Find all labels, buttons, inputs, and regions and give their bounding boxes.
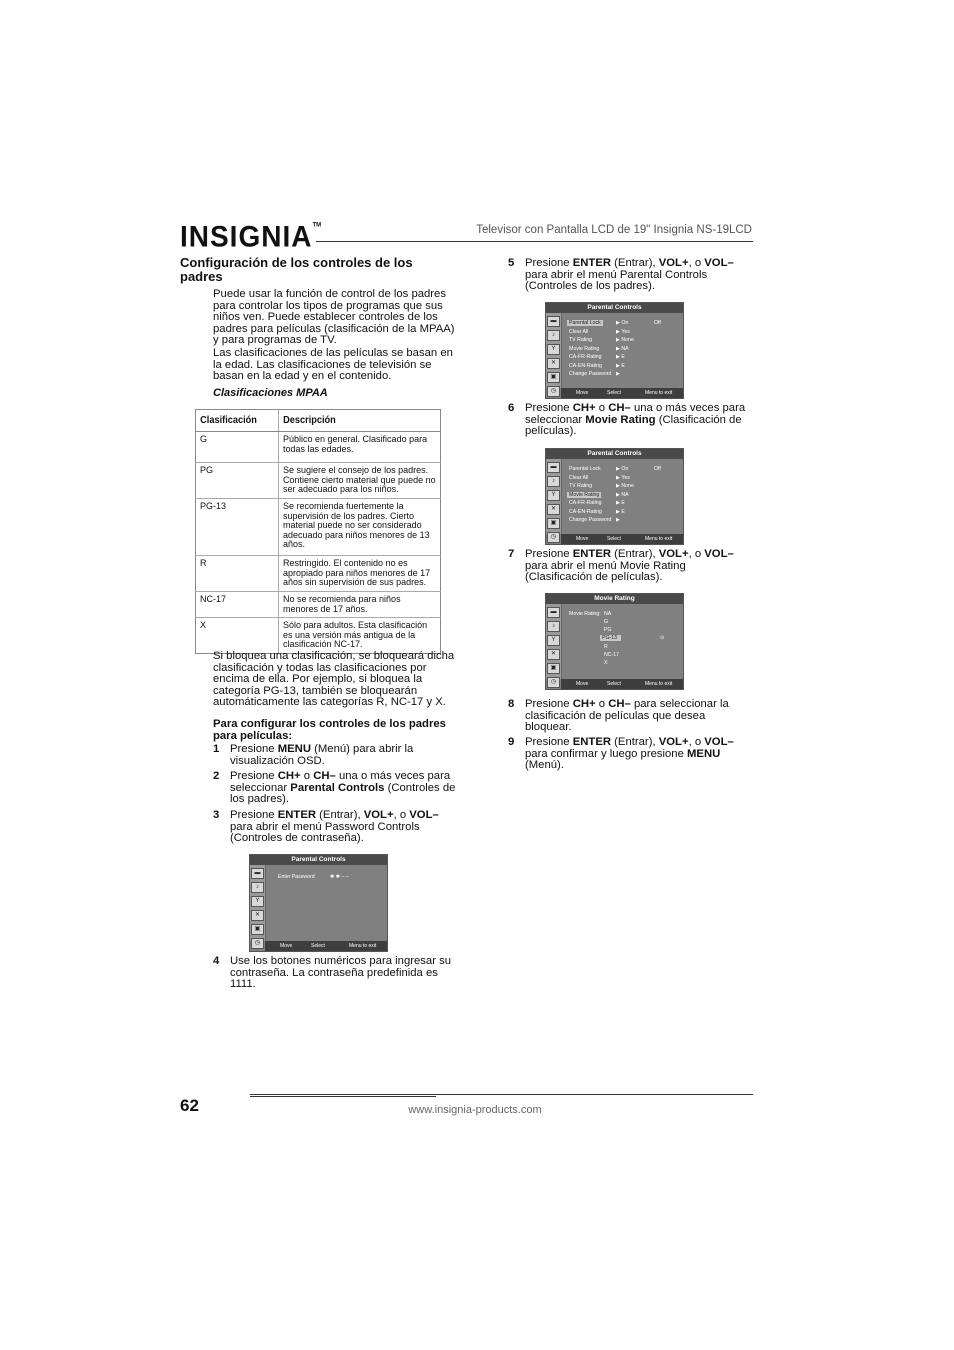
osd-help-bar [561, 388, 683, 398]
value-clear-all: ▶ Yes [616, 475, 630, 481]
clock-icon: ◷ [251, 938, 264, 949]
menu-item-ca-en-rating: CA-EN-Rating [569, 363, 602, 369]
antenna-icon: Y [547, 490, 560, 501]
header-rule [316, 241, 753, 242]
table-row [196, 618, 441, 654]
rating-code: PG [196, 463, 279, 499]
menu-item-change-password: Change Password [569, 371, 612, 377]
lock-icon: ▣ [547, 663, 560, 674]
menu-item-clear-all: Clear All [569, 329, 589, 335]
footer-url: www.insignia-products.com [408, 1104, 542, 1116]
setup-icon: ✕ [251, 910, 264, 921]
osd-help-bar [561, 679, 683, 689]
menu-item-ca-en-rating: CA-EN-Rating [569, 509, 602, 515]
select-hint: Select [311, 943, 325, 949]
intro-paragraph-2: Las clasificaciones de las películas se basan en la edad. Las clasificaciones de televisión se basan en la edad y en el contenido. [213, 347, 453, 383]
header-classification: Clasificación [196, 410, 272, 432]
osd-sidebar [546, 604, 562, 685]
option-r: R [604, 644, 608, 650]
insignia-logo: INSIGNIA™ [180, 220, 322, 253]
osd-parental-screen-1 [545, 302, 684, 399]
picture-icon: ▬ [547, 462, 560, 473]
mpaa-ratings-table [195, 409, 441, 654]
section-heading: Configuración de los controles de los padres [180, 255, 413, 284]
lock-icon: ▣ [547, 518, 560, 529]
password-label: Enter Password [278, 874, 315, 880]
audio-icon: ♪ [547, 330, 560, 341]
blocking-note: Si bloquea una clasificación, se bloqueará dicha clasificación y todas las clasificaciones por encima de ella. Por ejemplo, si bloquea la categoría PG-13, también se bloquearán automáticamente las categorías R, NC-17 y X. [213, 650, 455, 709]
procedure-heading: Para configurar los controles de los padres para películas: [213, 718, 446, 742]
value-ca-fr-rating: ▶ E [616, 354, 625, 360]
option-pg: PG [604, 627, 612, 633]
picture-icon: ▬ [547, 607, 560, 618]
header-title: Televisor con Pantalla LCD de 19" Insignia NS-19LCD [476, 224, 752, 236]
osd-sidebar [546, 459, 562, 540]
menu-item-tv-rating: TV Rating [569, 337, 593, 343]
footer-rule-accent [250, 1096, 436, 1097]
rating-code: G [196, 432, 279, 463]
table-header-row [196, 410, 441, 432]
option-x: X [604, 660, 608, 666]
exit-hint: Menu to exit [645, 536, 673, 542]
rating-description: Restringido. El contenido no es apropiado para niños menores de 17 años sin supervisión de sus padres. [279, 556, 441, 592]
move-hint: Move [576, 681, 589, 687]
table-row [196, 592, 441, 618]
page-number: 62 [180, 1096, 199, 1115]
osd-help-bar [265, 941, 387, 951]
value-parental-lock: ▶ On [616, 320, 629, 326]
value-tv-rating: ▶ None [616, 483, 634, 489]
audio-icon: ♪ [547, 476, 560, 487]
move-hint: Move [576, 536, 589, 542]
menu-item-parental-lock: Parental Lock [569, 466, 601, 472]
option-off: Off [654, 320, 661, 326]
value-clear-all: ▶ Yes [616, 329, 630, 335]
rating-description: Público en general. Clasificado para todas las edades. [279, 432, 441, 463]
table-row [196, 556, 441, 592]
picture-icon: ▬ [547, 316, 560, 327]
antenna-icon: Y [547, 635, 560, 646]
table-row [196, 499, 441, 556]
exit-hint: Menu to exit [645, 681, 673, 687]
menu-item-tv-rating: TV Rating [569, 483, 593, 489]
osd-title: Movie Rating [546, 594, 683, 604]
osd-password-screen [249, 854, 388, 952]
osd-parental-screen-2 [545, 448, 684, 545]
movie-rating-label: Movie Rating: [569, 611, 601, 617]
option-g: G [604, 619, 609, 625]
menu-item-clear-all: Clear All [569, 475, 589, 481]
lock-indicator-icon: ⊙ [660, 635, 665, 641]
clock-icon: ◷ [547, 532, 560, 543]
move-hint: Move [280, 943, 293, 949]
value-ca-en-rating: ▶ E [616, 509, 625, 515]
rating-code: NC-17 [196, 592, 279, 618]
audio-icon: ♪ [547, 621, 560, 632]
clock-icon: ◷ [547, 677, 560, 688]
exit-hint: Menu to exit [645, 390, 673, 396]
value-movie-rating: ▶ NA [616, 346, 629, 352]
osd-help-bar [561, 534, 683, 544]
antenna-icon: Y [251, 896, 264, 907]
value-tv-rating: ▶ None [616, 337, 634, 343]
option-pg-13: PG-13 [600, 635, 621, 641]
rating-description: Se sugiere el consejo de los padres. Contiene cierto material que puede no ser adecuado para los niños. [279, 463, 441, 499]
menu-item-ca-fr-rating: CA-FR-Rating [569, 354, 602, 360]
rating-code: PG-13 [196, 499, 279, 556]
menu-item-change-password: Change Password [569, 517, 612, 523]
lock-icon: ▣ [547, 372, 560, 383]
table-row [196, 432, 441, 463]
select-hint: Select [607, 681, 621, 687]
option-na: NA [604, 611, 612, 617]
osd-movie-rating-screen [545, 593, 684, 690]
osd-title: Parental Controls [250, 855, 387, 865]
header-description: Descripción [279, 410, 428, 432]
menu-item-parental-lock: Parental Lock [569, 320, 601, 326]
select-hint: Select [607, 536, 621, 542]
antenna-icon: Y [547, 344, 560, 355]
table-caption: Clasificaciones MPAA [213, 387, 328, 399]
setup-icon: ✕ [547, 358, 560, 369]
value-movie-rating: ▶ NA [616, 492, 629, 498]
value-change-password: ▶ [616, 517, 620, 523]
rating-code: R [196, 556, 279, 592]
value-change-password: ▶ [616, 371, 620, 377]
table-row [196, 463, 441, 499]
rating-description: Se recomienda fuertemente la supervisión de los padres. Cierto material puede no ser considerado adecuado para niños menores de 13 años. [279, 499, 441, 556]
rating-description: Sólo para adultos. Esta clasificación es una versión más antigua de la clasificación NC-17. [279, 618, 441, 654]
picture-icon: ▬ [251, 868, 264, 879]
osd-sidebar [546, 313, 562, 394]
value-ca-fr-rating: ▶ E [616, 500, 625, 506]
setup-icon: ✕ [547, 649, 560, 660]
rating-code: X [196, 618, 279, 654]
setup-icon: ✕ [547, 504, 560, 515]
password-field: ✱ ✱ – – [330, 874, 349, 880]
value-parental-lock: ▶ On [616, 466, 629, 472]
menu-item-ca-fr-rating: CA-FR-Rating [569, 500, 602, 506]
rating-description: No se recomienda para niños menores de 17 años. [279, 592, 441, 618]
audio-icon: ♪ [251, 882, 264, 893]
menu-item-movie-rating: Movie Rating [569, 492, 600, 498]
clock-icon: ◷ [547, 386, 560, 397]
osd-title: Parental Controls [546, 449, 683, 459]
footer-rule [250, 1094, 753, 1095]
value-ca-en-rating: ▶ E [616, 363, 625, 369]
osd-sidebar [250, 865, 266, 946]
exit-hint: Menu to exit [349, 943, 377, 949]
menu-item-movie-rating: Movie Rating [569, 346, 600, 352]
lock-icon: ▣ [251, 924, 264, 935]
osd-title: Parental Controls [546, 303, 683, 313]
option-off: Off [654, 466, 661, 472]
move-hint: Move [576, 390, 589, 396]
option-nc-17: NC-17 [604, 652, 619, 658]
intro-paragraph-1: Puede usar la función de control de los padres para controlar los tipos de programas que sus niños ven. Puede establecer controles de los padres para películas (clasificación de la MPAA) y para programas de TV. [213, 288, 455, 347]
select-hint: Select [607, 390, 621, 396]
